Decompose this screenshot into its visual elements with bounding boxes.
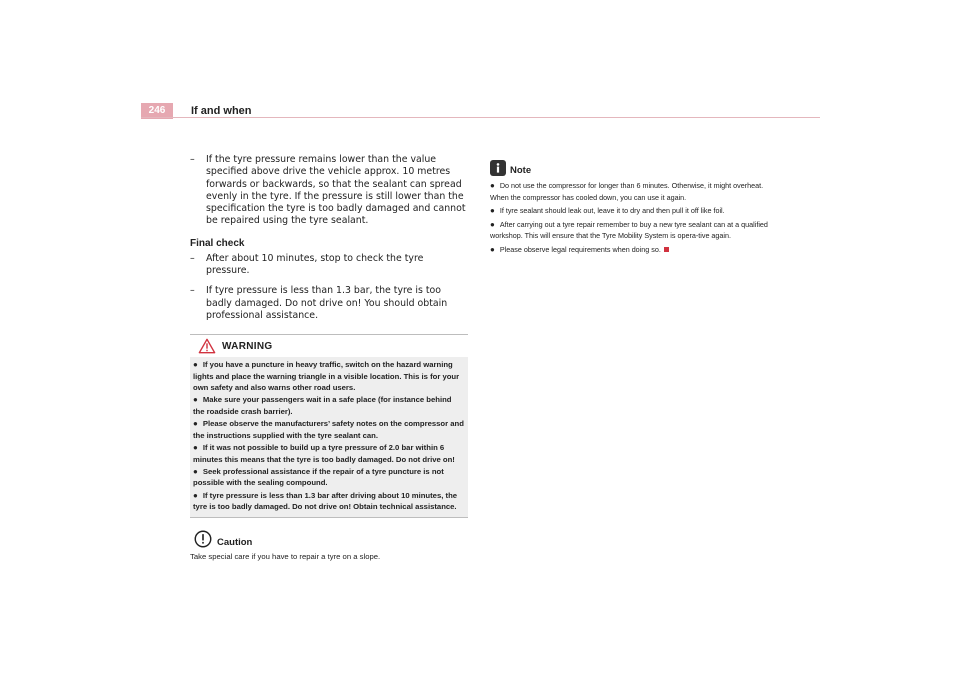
step-dash: –: [190, 154, 195, 165]
info-icon: [490, 160, 506, 176]
warning-title: WARNING: [222, 340, 273, 352]
note-item: [490, 180, 770, 203]
warning-body: [190, 357, 468, 516]
bullet-icon: ●: [193, 395, 198, 405]
bullet-icon: ●: [193, 360, 198, 370]
warning-item: [193, 418, 464, 441]
step-text: If the tyre pressure remains lower than the value specified above drive the vehicle approx. 10 metres forwards or backwards, so that the sealant can spread evenly in the tyre. If the pressure is still lower than the specification the tyre is too badly damaged and cannot be repaired using the tyre sealant.: [206, 154, 466, 227]
step-dash: –: [190, 285, 195, 297]
chapter-title: If and when: [191, 105, 252, 117]
warning-item: [193, 490, 464, 513]
note-item-text: After carrying out a tyre repair remember to buy a new tyre sealant can at a qualified workshop. This will ensure that the Tyre Mobility System is opera-tive again.: [490, 219, 768, 240]
warning-item: [193, 466, 464, 489]
bullet-icon: ●: [490, 181, 495, 190]
bullet-icon: ●: [490, 244, 495, 254]
warning-header: [190, 335, 468, 357]
warning-item-text: Seek professional assistance if the repair of a tyre puncture is not possible with the sealing compound.: [193, 466, 444, 488]
note-title: Note: [510, 165, 532, 176]
caution-title: Caution: [217, 536, 253, 548]
warning-triangle-icon: [198, 338, 216, 354]
bullet-icon: ●: [193, 490, 198, 500]
left-column: [190, 154, 468, 562]
note-item-text: If tyre sealant should leak out, leave it to dry and then pull it off like foil.: [499, 206, 725, 215]
step-dash: –: [190, 252, 195, 264]
note-item-text: Do not use the compressor for longer than 6 minutes. Otherwise, it might overheat. When the compressor has cooled down, you can use it again.: [490, 181, 764, 202]
warning-item-text: If tyre pressure is less than 1.3 bar after driving about 10 minutes, the tyre is too badly damaged. Do not drive on! Obtain technical assistance.: [193, 490, 458, 512]
warning-box: [190, 334, 468, 517]
step-text: If tyre pressure is less than 1.3 bar, the tyre is too badly damaged. Do not drive on! You should obtain professional assistance.: [206, 285, 448, 321]
warning-item-text: Make sure your passengers wait in a safe place (for instance behind the roadside crash barrier).: [193, 395, 452, 416]
warning-item-text: Please observe the manufacturers’ safety notes on the compressor and the instructions supplied with the tyre sealant can.: [193, 419, 464, 440]
page-number: 246: [141, 103, 173, 119]
step-text: After about 10 minutes, stop to check the tyre pressure.: [206, 252, 424, 277]
bullet-icon: ●: [490, 219, 495, 229]
bullet-icon: ●: [193, 443, 198, 453]
note-item: [490, 205, 770, 217]
warning-item-text: If it was not possible to build up a tyre pressure of 2.0 bar within 6 minutes this means that the tyre is too badly damaged. Do not drive on!: [193, 443, 455, 464]
caution-exclamation-icon: [194, 530, 212, 548]
bullet-icon: ●: [193, 419, 198, 429]
note-item: [490, 219, 770, 242]
note-item: [490, 244, 770, 256]
header-divider: [141, 117, 820, 118]
warning-item-text: If you have a puncture in heavy traffic, switch on the hazard warning lights and place the warning triangle in a visible location. This is for your own safety and also warns other road users.: [193, 360, 460, 393]
warning-item: [193, 359, 464, 393]
warning-item: [193, 442, 464, 465]
instruction-step: [190, 154, 468, 228]
caution-text: Take special care if you have to repair a tyre on a slope.: [190, 551, 381, 561]
note-item-text: Please observe legal requirements when doing so.: [499, 244, 661, 254]
instruction-step: [190, 253, 468, 278]
end-of-section-icon: [664, 247, 669, 252]
instruction-step: [190, 285, 468, 322]
bullet-icon: ●: [490, 206, 495, 215]
final-check-heading: Final check: [190, 237, 245, 249]
caution-header: [190, 530, 468, 548]
warning-item: [193, 394, 464, 417]
right-column: [490, 160, 770, 257]
note-header: [490, 160, 770, 176]
bullet-icon: ●: [193, 466, 198, 476]
